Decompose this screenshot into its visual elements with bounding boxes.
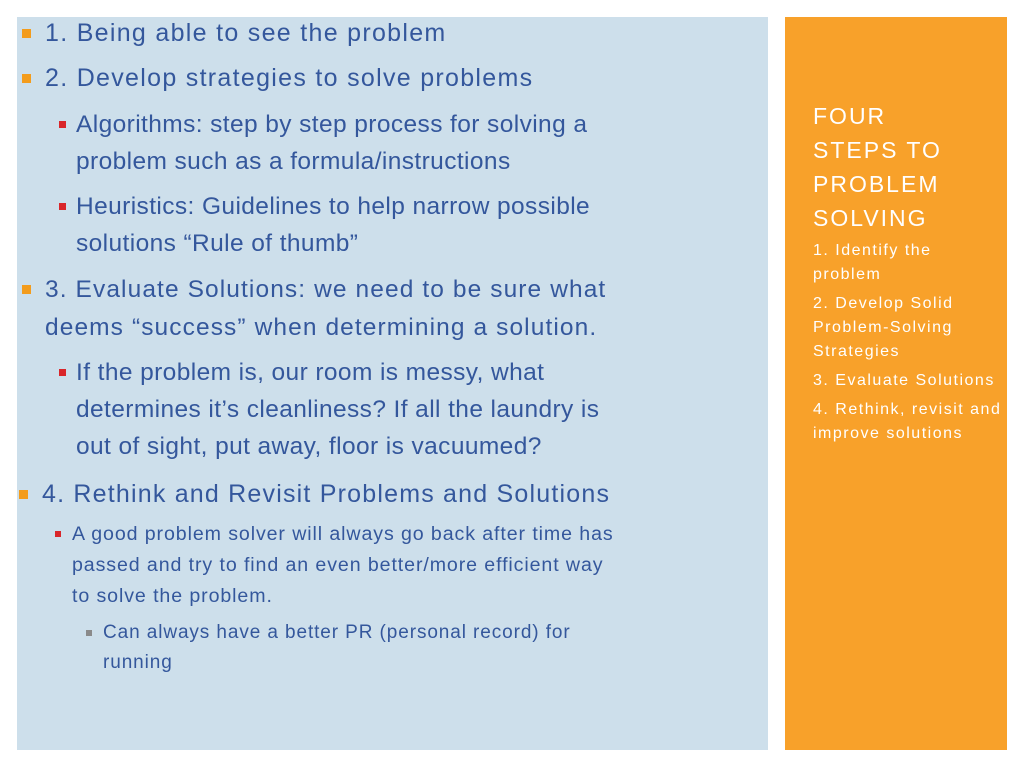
square-bullet-icon [86, 630, 92, 636]
bullet-text: passed and try to find an even better/more efficient way [72, 554, 604, 576]
bullet-text: solutions “Rule of thumb” [76, 230, 359, 257]
bullet-continuation [45, 309, 597, 346]
bullet-text: problem such as a formula/instructions [76, 148, 511, 175]
bullet-text: running [103, 652, 173, 673]
title-line: SOLVING [813, 205, 928, 231]
square-bullet-icon [55, 531, 61, 537]
bullet-text: deems “success” when determining a solution. [45, 314, 598, 341]
bullet-text: 4. Rethink and Revisit Problems and Solutions [42, 480, 611, 508]
title-line: FOUR [813, 103, 887, 129]
title-line: PROBLEM [813, 171, 940, 197]
square-bullet-icon [59, 203, 66, 210]
bullet-continuation [76, 391, 599, 428]
title-line: STEPS TO [813, 137, 942, 163]
side-step-4: 4. Rethink, revisit and improve solutions [813, 401, 1002, 442]
bullet-text: If the problem is, our room is messy, what [76, 359, 545, 386]
bullet-text: to solve the problem. [72, 585, 273, 607]
bullet-text: determines it’s cleanliness? If all the laundry is [76, 396, 600, 423]
bullet-continuation [76, 143, 511, 180]
square-bullet-icon [22, 285, 31, 294]
bullet-text: out of sight, put away, floor is vacuumed? [76, 433, 542, 460]
square-bullet-icon [22, 74, 31, 83]
bullet-continuation [72, 581, 273, 612]
side-step-3: 3. Evaluate Solutions [813, 372, 995, 389]
bullet-continuation [76, 225, 358, 262]
bullet-text: Heuristics: Guidelines to help narrow possible [76, 193, 591, 220]
bullet-continuation [103, 648, 173, 678]
square-bullet-icon [19, 490, 28, 499]
bullet-text: Algorithms: step by step process for solving a [76, 111, 588, 138]
square-bullet-icon [59, 369, 66, 376]
side-step-1: 1. Identify the problem [813, 242, 932, 283]
square-bullet-icon [22, 29, 31, 38]
side-step-2: 2. Develop Solid Problem-Solving Strategies [813, 295, 954, 360]
bullet-text: Can always have a better PR (personal record) for [103, 622, 571, 643]
bullet-text: 2. Develop strategies to solve problems [45, 64, 534, 92]
bullet-text: 3. Evaluate Solutions: we need to be sure what [45, 276, 607, 303]
side-panel-title [813, 99, 1003, 235]
square-bullet-icon [59, 121, 66, 128]
side-steps-list [813, 239, 1003, 451]
bullet-continuation [72, 550, 603, 581]
bullet-text: 1. Being able to see the problem [45, 19, 447, 47]
bullet-continuation [76, 428, 542, 465]
bullet-text: A good problem solver will always go back after time has [72, 523, 614, 545]
